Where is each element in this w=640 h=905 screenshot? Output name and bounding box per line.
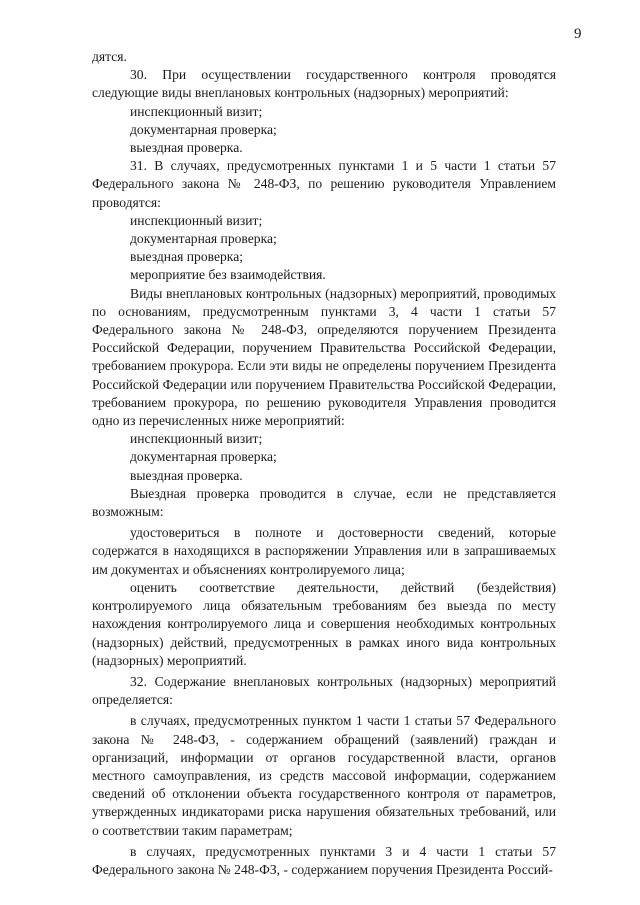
list-item: выездная проверка; — [130, 249, 243, 265]
paragraph-32: 32. Содержание внеплановых контрольных (надзорных) мероприятий определяется: — [92, 673, 556, 708]
document-body — [92, 48, 556, 879]
paragraph-verify: удостовериться в полноте и достоверности сведений, которые содержатся в находящихся в распоряжении Управления или в запрашиваемых им документах и объяснениях контролируемого лица; — [92, 525, 556, 577]
list-item: инспекционный визит; — [130, 212, 263, 228]
list-item: документарная проверка; — [130, 231, 277, 247]
paragraph-continuation: дятся. — [92, 49, 127, 64]
page-number: 9 — [574, 26, 582, 42]
paragraph-30: 30. При осуществлении государственного контроля проводятся следующие виды внеплановых контрольных (надзорных) мероприятий: — [92, 67, 556, 101]
list-item: мероприятие без взаимодействия. — [130, 267, 326, 283]
list-item: инспекционный визит; — [130, 431, 263, 447]
paragraph-assess: оценить соответствие деятельности, действий (бездействия) контролируемого лица обязательным требованиям без выезда по месту нахождения контролируемого лица и совершения необходимых контрольных (надзорных) действий, предусмотренных в рамках иного вида контрольных (надзорных) мероприятий. — [92, 579, 556, 668]
paragraph-types: Виды внеплановых контрольных (надзорных) мероприятий, проводимых по основаниям, предусмотренным пунктами 3, 4 части 1 статьи 57 Федерального закона № 248-ФЗ, определяются поручением Президента Российской Федерации, поручением Правительства Российской Федерации, требованием прокурора. Если эти виды не определены поручением Президента Российской Федерации или поручением Правительства Российской Федерации, требованием прокурора, по решению руководителя Управления проводится одно из перечисленных ниже мероприятий: — [92, 285, 556, 429]
list-item: выездная проверка. — [130, 140, 243, 156]
paragraph-32-b: в случаях, предусмотренных пунктами 3 и 4 части 1 статьи 57 Федерального закона № 248-ФЗ, - содержанием поручения Президента Россий- — [92, 843, 556, 877]
paragraph-32-a: в случаях, предусмотренных пунктом 1 части 1 статьи 57 Федерального закона № 248-ФЗ, - содержанием обращений (заявлений) граждан и организаций, информации от органов государственной власти, органов местного самоуправления, из средств массовой информации, содержанием сведений об отклонении объекта государственного контроля от параметров, утвержденных индикаторами риска нарушения обязательных требований, или о соответствии таким параметрам; — [92, 713, 556, 838]
list-item: выездная проверка. — [130, 467, 243, 483]
paragraph-field-inspection: Выездная проверка проводится в случае, если не представляется возможным: — [92, 485, 556, 520]
list-item: документарная проверка; — [130, 449, 277, 465]
list-item: документарная проверка; — [130, 121, 277, 137]
list-item: инспекционный визит; — [130, 103, 263, 119]
paragraph-31: 31. В случаях, предусмотренных пунктами 1 и 5 части 1 статьи 57 Федерального закона № 248-ФЗ, по решению руководителя Управлением проводятся: — [92, 158, 556, 210]
